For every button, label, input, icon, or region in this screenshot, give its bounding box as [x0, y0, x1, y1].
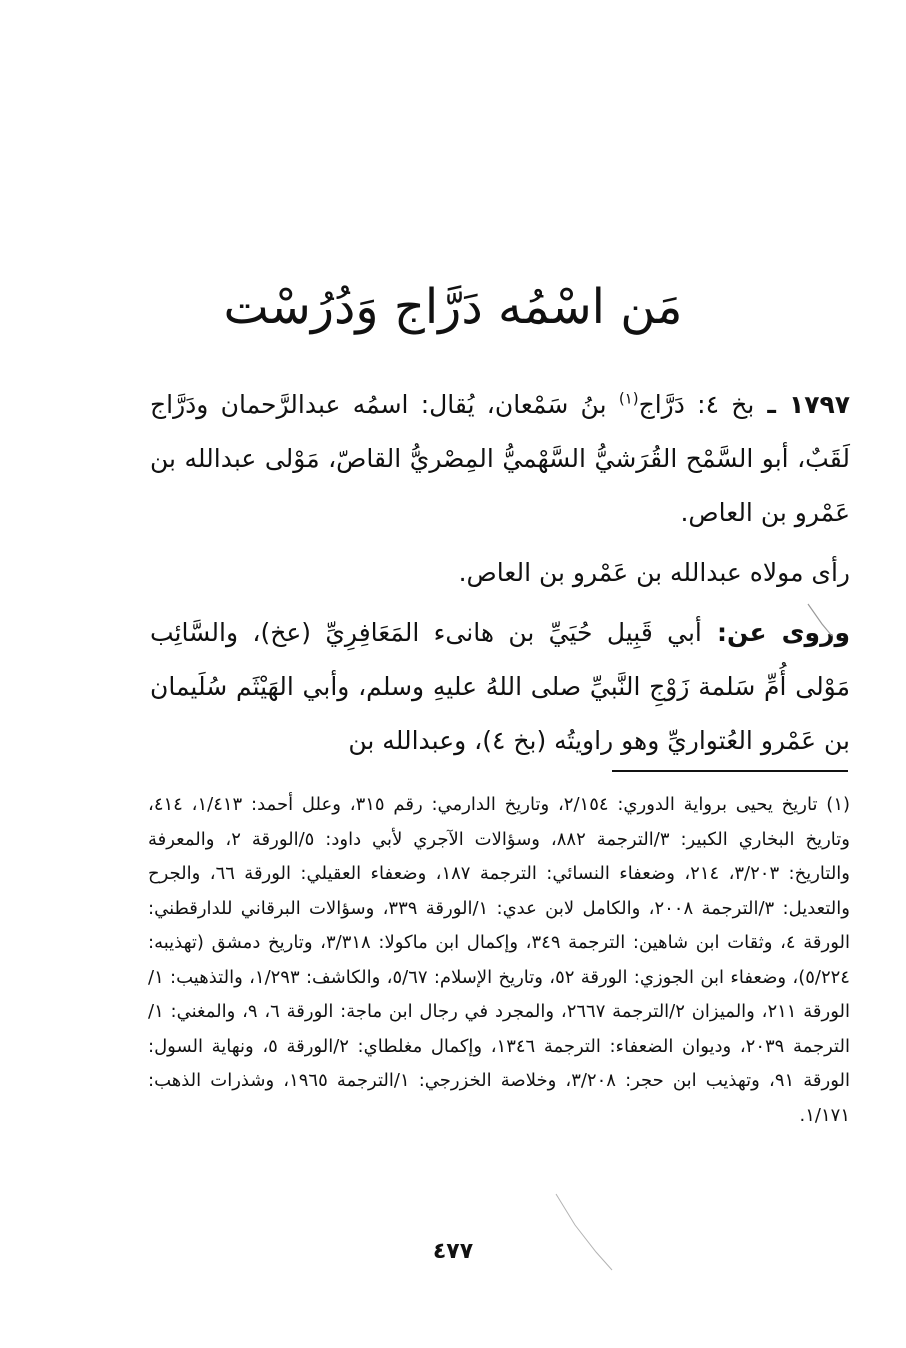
footnote-separator — [612, 770, 848, 772]
entry-text: بنُ سَمْعان، يُقال: اسمُه عبدالرَّحمان ودَرَّاج لَقَبٌ، أبو السَّمْح القُرَشيُّ السَّهْميُّ المِصْريُّ القاصّ، مَوْلى عبدالله بن عَمْرو بن العاص. — [150, 390, 850, 527]
narrated-paragraph — [150, 606, 850, 768]
main-text-body — [150, 378, 850, 768]
saw-paragraph: رأى مولاه عبدالله بن عَمْرو بن العاص. — [458, 558, 850, 587]
entry-number: ١٧٩٧ — [788, 390, 851, 419]
narrated-text: أبي قَبِيل حُيَيِّ بن هانىء المَعَافِرِيِّ (عخ)، والسَّائِب مَوْلى أُمِّ سَلمة زَوْجِ النَّبيِّ صلى اللهُ عليهِ وسلم، وأبي الهَيْثَم سُلَيمان بن عَمْرو العُتواريِّ وهو راويتُه (بخ ٤)، وعبدالله بن — [150, 618, 850, 755]
page-number: ٤٧٧ — [432, 1239, 474, 1264]
entry-paragraph — [150, 378, 850, 540]
narrated-label: وروى عن: — [701, 618, 850, 647]
footnote-reference[interactable]: (١) — [618, 389, 639, 408]
entry-dash: ـ — [754, 390, 789, 419]
entry-heading: بخ ٤: دَرَّاج — [638, 390, 755, 419]
footnote-text: (١) تاريخ يحيى برواية الدوري: ٢/١٥٤، وتاريخ الدارمي: رقم ٣١٥، وعلل أحمد: ١/٤١٣، ٤١٤، وتاريخ البخاري الكبير: ٣/الترجمة ٨٨٢، وسؤالات الآجري لأبي داود: ٥/الورقة ٢، والمعرفة والتاريخ: ٣/٢٠٣، ٢١٤، وضعفاء النسائي: الترجمة ١٨٧، وضعفاء العقيلي: الورقة ٦٦، والجرح والتعديل: ٣/الترجمة ٢٠٠٨، والكامل لابن عدي: ١/الورقة ٣٣٩، وسؤالات البرقاني للدارقطني: الورقة ٤، وثقات ابن شاهين: الترجمة ٣٤٩، وإكمال ابن ماكولا: ٣/٣١٨، وتاريخ دمشق (تهذيبه: ٥/٢٢٤)، وضعفاء ابن الجوزي: الورقة ٥٢، وتاريخ الإسلام: ٥/٦٧، والكاشف: ١/٢٩٣، والتذهيب: ١/الورقة ٢١١، والميزان ٢/الترجمة ٢٦٦٧، والمجرد في رجال ابن ماجة: الورقة ٦، ٩، والمغني: ١/الترجمة ٢٠٣٩، وديوان الضعفاء: الترجمة ١٣٤٦، وإكمال مغلطاي: ٢/الورقة ٥، ونهاية السول: الورقة ٩١، وتهذيب ابن حجر: ٣/٢٠٨، وخلاصة الخزرجي: ١/الترجمة ١٩٦٥، وشذرات الذهب: ١/١٧١. — [148, 794, 851, 1126]
chapter-title: مَن اسْمُه دَرَّاج وَدُرُسْت — [223, 279, 683, 335]
